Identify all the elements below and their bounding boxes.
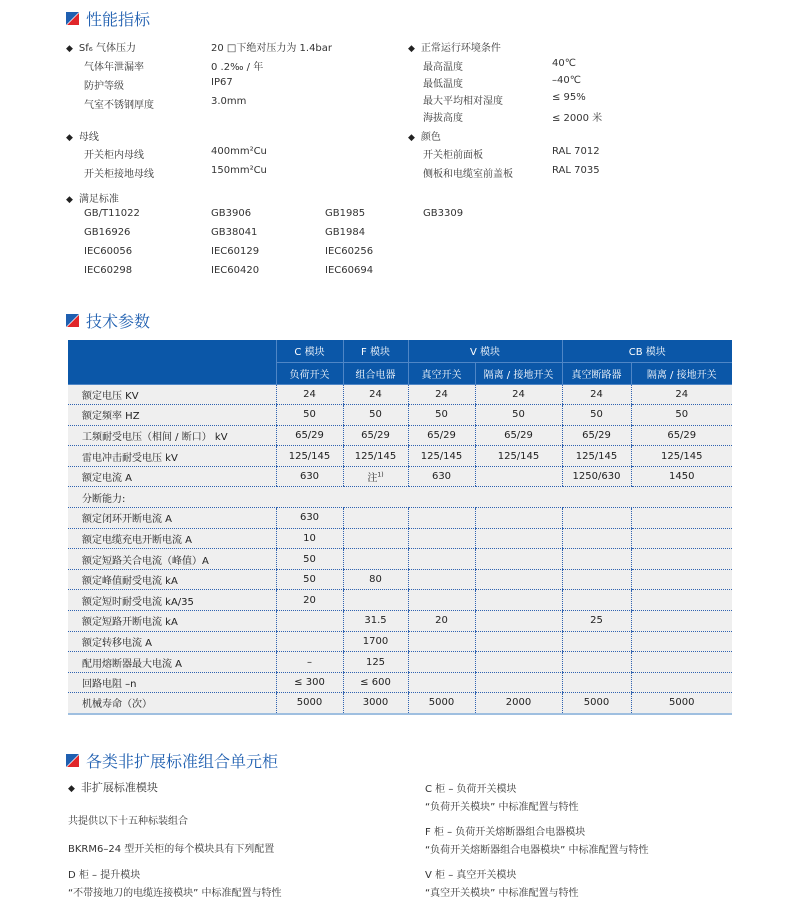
cell-value: 24 <box>675 388 689 400</box>
table-subheader: 隔离 / 接地开关 <box>631 362 732 384</box>
busbar-value: 150mm²Cu <box>211 165 267 176</box>
busbar-value: 400mm²Cu <box>211 146 267 157</box>
cell-value: 80 <box>369 574 382 586</box>
units-text: “不带接地刀的电缆连接模块” 中标准配置与特性 <box>68 888 282 899</box>
cell-value: 630 <box>299 512 320 524</box>
table-cell <box>343 693 408 714</box>
sf6-heading: ◆ Sf₆ 气体压力 <box>66 39 136 54</box>
table-cell <box>562 425 631 446</box>
table-cell <box>408 466 475 487</box>
color-heading: ◆ 颜色 <box>408 128 441 143</box>
cell-value: – <box>307 656 312 668</box>
table-cell <box>276 466 343 487</box>
cell-value: 5000 <box>296 697 323 709</box>
row-label: 额定电流 A <box>68 466 276 487</box>
table-cell <box>343 549 408 570</box>
cell-value: 24 <box>369 388 382 400</box>
table-row <box>68 446 732 467</box>
row-label: 额定转移电流 A <box>68 631 276 652</box>
cell-value: 24 <box>512 388 525 400</box>
table-cell <box>475 508 562 529</box>
table-header-corner <box>68 340 276 384</box>
cell-value: 630 <box>431 471 452 483</box>
cell-value: 10 <box>303 532 316 544</box>
section-title-performance <box>66 7 150 30</box>
table-cell <box>408 590 475 611</box>
table-cell <box>276 569 343 590</box>
table-cell <box>343 652 408 673</box>
color-value: RAL 7035 <box>552 165 600 176</box>
table-cell <box>475 590 562 611</box>
table-cell <box>475 466 562 487</box>
section-title-text: 技术参数 <box>86 312 151 331</box>
cell-value: 24 <box>435 388 448 400</box>
table-cell <box>343 466 408 487</box>
standard-item: GB1984 <box>325 227 366 238</box>
standard-item: IEC60256 <box>325 246 374 257</box>
table-row <box>68 384 732 405</box>
table-cell <box>475 569 562 590</box>
section-flag-icon <box>66 754 79 767</box>
table-cell <box>562 590 631 611</box>
standard-item: IEC60694 <box>325 265 374 276</box>
units-subheading: ◆ 非扩展标准模块 <box>68 779 158 795</box>
table-row <box>68 466 732 487</box>
row-label: 额定短路开断电流 kA <box>68 611 276 632</box>
row-label: 额定短时耐受电流 kA/35 <box>68 590 276 611</box>
table-group-header: F 模块 <box>343 340 408 362</box>
sf6-label: 防护等级 <box>84 81 124 92</box>
table-cell <box>562 569 631 590</box>
table-cell <box>631 384 732 405</box>
table-cell <box>631 569 732 590</box>
table-cell <box>562 528 631 549</box>
units-text: F 柜 – 负荷开关熔断器组合电器模块 <box>425 827 586 838</box>
cell-value: 25 <box>590 615 603 627</box>
table-cell <box>562 508 631 529</box>
busbar-label: 开关柜内母线 <box>84 150 144 161</box>
table-cell <box>343 631 408 652</box>
env-label: 最大平均相对湿度 <box>423 96 503 107</box>
section-title-text: 性能指标 <box>86 10 151 29</box>
table-cell <box>631 528 732 549</box>
cell-value: 2000 <box>505 697 532 709</box>
row-label: 额定电缆充电开断电流 A <box>68 528 276 549</box>
table-cell <box>343 672 408 693</box>
units-text: D 柜 – 提升模块 <box>68 870 141 881</box>
sf6-label: 气体年泄漏率 <box>84 62 144 73</box>
row-label: 额定频率 HZ <box>68 405 276 426</box>
table-cell <box>343 569 408 590</box>
cell-value: 5000 <box>669 697 695 709</box>
row-label: 回路电阻 –n <box>68 672 276 693</box>
table-row <box>68 693 732 714</box>
table-row <box>68 425 732 446</box>
section-flag-icon <box>66 314 79 327</box>
table-cell <box>475 693 562 714</box>
cell-value: 65/29 <box>582 429 611 441</box>
table-cell <box>475 446 562 467</box>
table-cell <box>631 693 732 714</box>
standard-item: IEC60129 <box>211 246 260 257</box>
table-cell <box>408 569 475 590</box>
cell-value: 50 <box>303 409 316 421</box>
row-label: 雷电冲击耐受电压 kV <box>68 446 276 467</box>
table-cell <box>343 446 408 467</box>
table-row <box>68 569 732 590</box>
units-text: C 柜 – 负荷开关模块 <box>425 784 517 795</box>
table-cell <box>475 549 562 570</box>
table-cell <box>475 611 562 632</box>
cell-value: 65/29 <box>295 429 324 441</box>
row-label: 配用熔断器最大电流 A <box>68 652 276 673</box>
table-cell <box>408 693 475 714</box>
cell-value: 125/145 <box>497 450 540 462</box>
env-label: 最低温度 <box>423 79 463 90</box>
table-cell <box>408 405 475 426</box>
cell-value: 50 <box>303 574 316 586</box>
table-cell <box>562 405 631 426</box>
env-value: –40℃ <box>552 75 581 86</box>
cell-value: 50 <box>590 409 603 421</box>
table-cell <box>475 528 562 549</box>
table-subheader: 真空断路器 <box>562 362 631 384</box>
section-title-units <box>66 749 278 772</box>
table-row <box>68 549 732 570</box>
table-cell <box>475 631 562 652</box>
table-subheader: 组合电器 <box>343 362 408 384</box>
table-cell <box>562 693 631 714</box>
cell-value: 24 <box>303 388 316 400</box>
cell-value: 65/29 <box>667 429 697 441</box>
table-cell <box>631 405 732 426</box>
row-label: 额定峰值耐受电流 kA <box>68 569 276 590</box>
table-cell <box>562 672 631 693</box>
standard-item: IEC60298 <box>84 265 133 276</box>
standard-item: GB/T11022 <box>84 208 140 219</box>
cell-value: 630 <box>299 471 320 483</box>
table-cell <box>475 672 562 693</box>
table-cell <box>631 425 732 446</box>
table-cell <box>408 611 475 632</box>
cell-value: 1450 <box>669 471 695 483</box>
table-cell <box>562 384 631 405</box>
env-label: 最高温度 <box>423 62 463 73</box>
sf6-heading-value: 20 □下绝对压力为 1.4bar <box>211 43 333 54</box>
table-cell <box>631 672 732 693</box>
table-cell <box>343 528 408 549</box>
env-value: ≤ 2000 米 <box>552 113 603 124</box>
busbar-label: 开关柜接地母线 <box>84 169 154 180</box>
table-cell <box>276 405 343 426</box>
cell-value: 50 <box>675 409 689 421</box>
row-label: 额定短路关合电流（峰值）A <box>68 549 276 570</box>
cell-value: 50 <box>512 409 525 421</box>
color-label: 开关柜前面板 <box>423 150 483 161</box>
table-subheader: 真空开关 <box>408 362 475 384</box>
table-cell <box>475 405 562 426</box>
units-text: “负荷开关模块” 中标准配置与特性 <box>425 802 579 813</box>
cell-value: 20 <box>303 594 316 606</box>
table-cell <box>475 425 562 446</box>
table-cell <box>631 611 732 632</box>
standard-item: IEC60420 <box>211 265 260 276</box>
table-cell <box>408 528 475 549</box>
table-cell <box>408 508 475 529</box>
table-row <box>68 611 732 632</box>
standards-heading: ◆ 满足标准 <box>66 190 119 205</box>
section-title-tech <box>66 309 150 332</box>
cell-value: 125/145 <box>288 450 331 462</box>
units-text: “真空开关模块” 中标准配置与特性 <box>425 888 579 899</box>
table-cell <box>343 508 408 529</box>
table-cell <box>631 631 732 652</box>
table-cell <box>475 384 562 405</box>
cell-value: 65/29 <box>361 429 390 441</box>
cell-value: 50 <box>369 409 382 421</box>
env-label: 海拔高度 <box>423 113 463 124</box>
standard-item: GB38041 <box>211 227 258 238</box>
table-row <box>68 631 732 652</box>
table-cell <box>408 549 475 570</box>
env-heading: ◆ 正常运行环境条件 <box>408 39 501 54</box>
table-cell <box>562 466 631 487</box>
table-row <box>68 590 732 611</box>
row-label: 分断能力: <box>68 487 732 508</box>
table-cell <box>631 466 732 487</box>
table-cell <box>562 631 631 652</box>
table-cell <box>276 425 343 446</box>
cell-value: ≤ 300 <box>294 677 325 689</box>
units-text: BKRM6–24 型开关柜的每个模块具有下列配置 <box>68 844 275 855</box>
table-cell <box>343 611 408 632</box>
table-cell <box>408 446 475 467</box>
table-row <box>68 405 732 426</box>
table-cell <box>276 446 343 467</box>
color-label: 侧板和电缆室前盖板 <box>423 169 513 180</box>
table-cell <box>276 549 343 570</box>
cell-value: 5000 <box>428 697 455 709</box>
units-text: 共提供以下十五种标装组合 <box>68 816 188 827</box>
table-row <box>68 508 732 529</box>
table-cell <box>631 590 732 611</box>
section-flag-icon <box>66 12 79 25</box>
table-cell <box>631 652 732 673</box>
table-cell <box>276 652 343 673</box>
standard-item: GB1985 <box>325 208 366 219</box>
color-value: RAL 7012 <box>552 146 600 157</box>
table-cell <box>631 549 732 570</box>
row-label: 机械寿命（次） <box>68 693 276 714</box>
cell-value: 125/145 <box>575 450 618 462</box>
cell-value: 1700 <box>362 635 389 647</box>
cell-value: 20 <box>435 615 448 627</box>
table-cell <box>343 405 408 426</box>
table-cell <box>343 425 408 446</box>
table-cell <box>276 672 343 693</box>
standard-item: IEC60056 <box>84 246 133 257</box>
table-group-header: C 模块 <box>276 340 343 362</box>
table-row <box>68 528 732 549</box>
table-cell <box>276 384 343 405</box>
table-group-header: CB 模块 <box>562 340 732 362</box>
table-cell <box>408 672 475 693</box>
sf6-value: IP67 <box>211 77 233 88</box>
table-cell <box>343 590 408 611</box>
sf6-value: 3.0mm <box>211 96 247 107</box>
cell-value: 50 <box>303 553 316 565</box>
units-text: V 柜 – 真空开关模块 <box>425 870 517 881</box>
cell-value: 65/29 <box>427 429 456 441</box>
standard-item: GB3906 <box>211 208 252 219</box>
table-cell <box>276 631 343 652</box>
table-cell <box>408 425 475 446</box>
table-cell <box>276 528 343 549</box>
table-cell <box>631 446 732 467</box>
units-text: “负荷开关熔断器组合电器模块” 中标准配置与特性 <box>425 845 649 856</box>
table-row <box>68 652 732 673</box>
cell-value: 31.5 <box>364 615 387 627</box>
table-row <box>68 672 732 693</box>
sf6-value: 0 .2‰ / 年 <box>211 62 264 73</box>
table-cell <box>276 590 343 611</box>
busbar-heading: ◆ 母线 <box>66 128 99 143</box>
table-cell <box>408 652 475 673</box>
cell-value: 125/145 <box>354 450 397 462</box>
env-value: ≤ 95% <box>552 92 586 103</box>
table-cell <box>408 631 475 652</box>
env-value: 40℃ <box>552 58 576 69</box>
table-cell <box>276 693 343 714</box>
table-cell <box>408 384 475 405</box>
cell-value: 3000 <box>362 697 389 709</box>
table-cell <box>276 611 343 632</box>
table-cell <box>562 549 631 570</box>
table-cell <box>631 508 732 529</box>
footnote-marker: 1) <box>377 471 384 479</box>
cell-value: 注 <box>367 473 378 485</box>
table-subheader: 隔离 / 接地开关 <box>475 362 562 384</box>
spec-table <box>68 340 732 715</box>
cell-value: 1250/630 <box>572 471 621 483</box>
standard-item: GB16926 <box>84 227 131 238</box>
section-title-text: 各类非扩展标准组合单元柜 <box>86 752 279 771</box>
cell-value: 24 <box>590 388 603 400</box>
cell-value: 125 <box>365 656 386 668</box>
table-cell <box>562 611 631 632</box>
table-cell <box>343 384 408 405</box>
table-subheader: 负荷开关 <box>276 362 343 384</box>
table-cell <box>276 508 343 529</box>
cell-value: 125/145 <box>420 450 463 462</box>
standard-item: GB3309 <box>423 208 464 219</box>
table-cell <box>562 652 631 673</box>
cell-value: 5000 <box>583 697 610 709</box>
cell-value: ≤ 600 <box>360 677 391 689</box>
row-label: 额定电压 KV <box>68 384 276 405</box>
row-label: 工频耐受电压（相间 / 断口） kV <box>68 425 276 446</box>
cell-value: 125/145 <box>660 450 703 462</box>
table-cell <box>475 652 562 673</box>
cell-value: 50 <box>435 409 448 421</box>
sf6-label: 气室不锈钢厚度 <box>84 100 154 111</box>
table-row <box>68 487 732 508</box>
table-cell <box>562 446 631 467</box>
cell-value: 65/29 <box>504 429 533 441</box>
row-label: 额定闭环开断电流 A <box>68 508 276 529</box>
table-group-header: V 模块 <box>408 340 562 362</box>
